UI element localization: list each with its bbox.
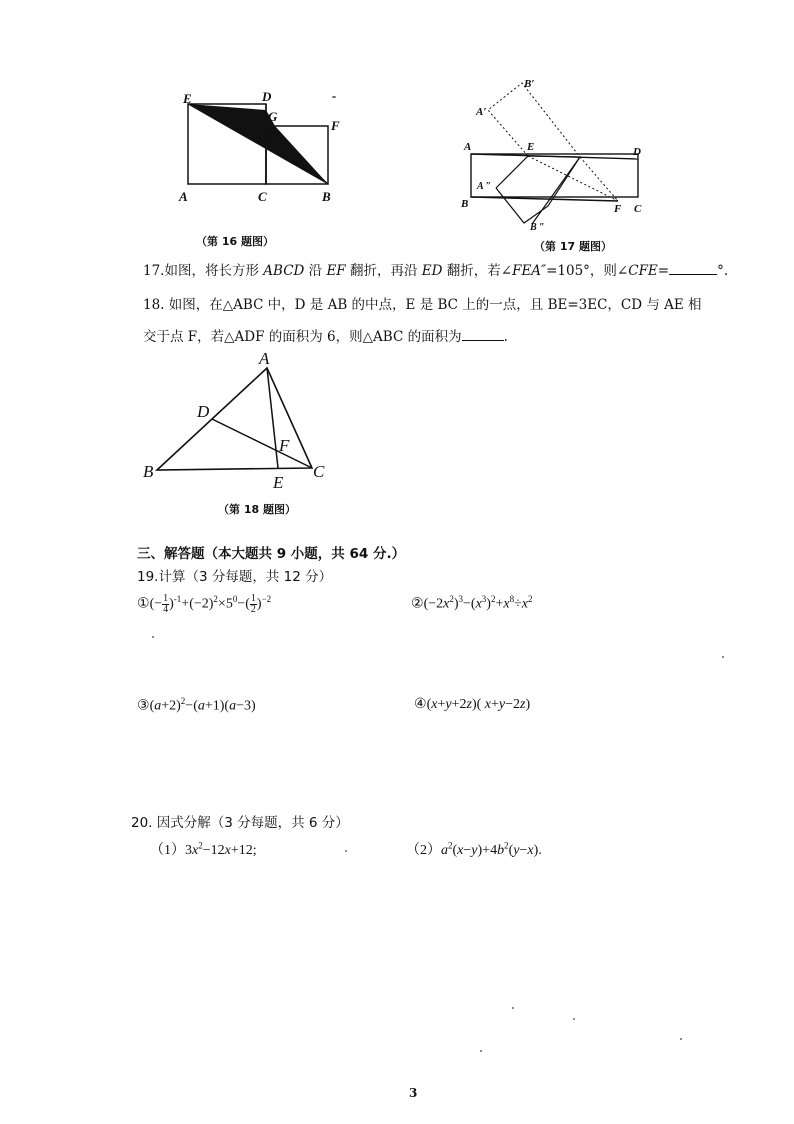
fig18-label-f: F: [279, 436, 290, 455]
q17-ed: ED: [421, 263, 443, 279]
q17-text-6: =: [657, 263, 670, 279]
q17-text-1: 如图，将长方形: [164, 263, 264, 279]
q19-part-1: ①(− $\frac{1}{4}$ )$^{-1}+(-2)^2\times 5^0-$( $\frac{1}{2}$ )$^{-2}$: [137, 593, 272, 615]
q17-angle: FEA″: [512, 263, 547, 279]
question-18-line-2: [143, 325, 508, 345]
fig17-label-b1: B′: [524, 78, 535, 90]
page-number: 3: [409, 1086, 418, 1100]
q18-end: .: [503, 329, 508, 345]
q17-text-2: 沿: [304, 263, 327, 279]
q20-p2-mark: （2）: [406, 843, 441, 858]
q20-p1-mark: （1）: [150, 843, 185, 858]
scan-speck: [345, 850, 347, 852]
q19-p3-mark: ③: [137, 698, 150, 714]
q17-text-3: 翻折，再沿: [345, 263, 422, 279]
q17-cfe: CFE: [628, 263, 658, 279]
fig18-label-d: D: [197, 402, 210, 421]
scan-speck: [152, 636, 154, 638]
q17-number: 17.: [143, 263, 165, 279]
fig18-label-a: A: [259, 349, 270, 368]
scan-speck: [480, 1050, 482, 1052]
figure-18: [150, 360, 330, 480]
q17-answer-blank[interactable]: [669, 262, 717, 275]
fig17-label-f: F: [614, 203, 622, 215]
fig17-label-d: D: [633, 146, 641, 158]
q17-end: °.: [717, 263, 729, 279]
fig16-label-c: C: [258, 189, 267, 204]
fig16-label-a: A: [179, 189, 188, 204]
q19-p1-mark: ①: [137, 596, 150, 612]
fig17-label-a: A: [464, 141, 472, 153]
figure-17: [460, 78, 650, 228]
q17-abcd: ABCD: [263, 263, 305, 279]
scan-speck: [512, 1007, 514, 1009]
question-19-title: 19.计算（3 分每题，共 12 分）: [137, 569, 333, 585]
fig18-label-b: B: [143, 462, 154, 481]
scan-speck: [722, 656, 724, 658]
fig17-label-e: E: [527, 141, 535, 153]
question-17: [143, 259, 728, 279]
fig16-label-f: F: [331, 118, 340, 133]
fig17-label-b2: B ″: [530, 222, 545, 233]
fig17-label-c: C: [634, 203, 642, 215]
q20-part-1: $(1)3x^2-12x+12$;: [150, 840, 257, 858]
fig18-label-c: C: [313, 462, 325, 481]
fig16-caption: （第 16 题图）: [196, 235, 274, 248]
fig16-label-b: B: [322, 189, 331, 204]
q17-ef: EF: [326, 263, 346, 279]
scan-speck: [332, 96, 336, 98]
q17-text-4: 翻折，若∠: [442, 263, 513, 279]
fig16-label-g: G: [268, 109, 278, 124]
fig17-label-b: B: [461, 198, 469, 210]
section-3-title: 三、解答题（本大题共 9 小题，共 64 分.）: [137, 546, 406, 562]
q19-part-4: ④(x+y+2z)( x+y−2z): [414, 697, 531, 712]
q17-text-5: =105°，则∠: [546, 263, 629, 279]
q19-part-3: $③(a+2)^2-(a+1)(a-3)$: [137, 696, 256, 714]
fig17-label-a2: A ″: [477, 181, 492, 192]
question-20-title: 20. 因式分解（3 分每题，共 6 分）: [131, 815, 349, 831]
q19-p4-mark: ④: [414, 697, 427, 712]
fig17-label-a1: A′: [476, 106, 487, 118]
scan-speck: [680, 1038, 682, 1040]
fig18-label-e: E: [273, 473, 284, 492]
q18-line-2-text: 交于点 F，若△ADF 的面积为 6，则△ABC 的面积为: [143, 329, 462, 345]
scan-speck: [573, 1018, 575, 1020]
fig17-caption: （第 17 题图）: [534, 240, 612, 253]
fig16-label-d: D: [262, 89, 272, 104]
q18-answer-blank[interactable]: [462, 328, 504, 341]
q20-part-2: $(2)a^2(x-y)+4b^2(y-x)$.: [406, 840, 542, 858]
fig18-caption: （第 18 题图）: [218, 503, 296, 516]
q19-p2-mark: ②: [411, 596, 424, 612]
question-18-line-1: 18. 如图，在△ABC 中，D 是 AB 的中点，E 是 BC 上的一点，且 BE=3EC，CD 与 AE 相: [143, 297, 702, 313]
q19-part-2: $②(-2x^2)^3-(x^3)^2+x^8\div x^2$: [411, 594, 533, 612]
fig16-label-e: E: [183, 91, 192, 106]
